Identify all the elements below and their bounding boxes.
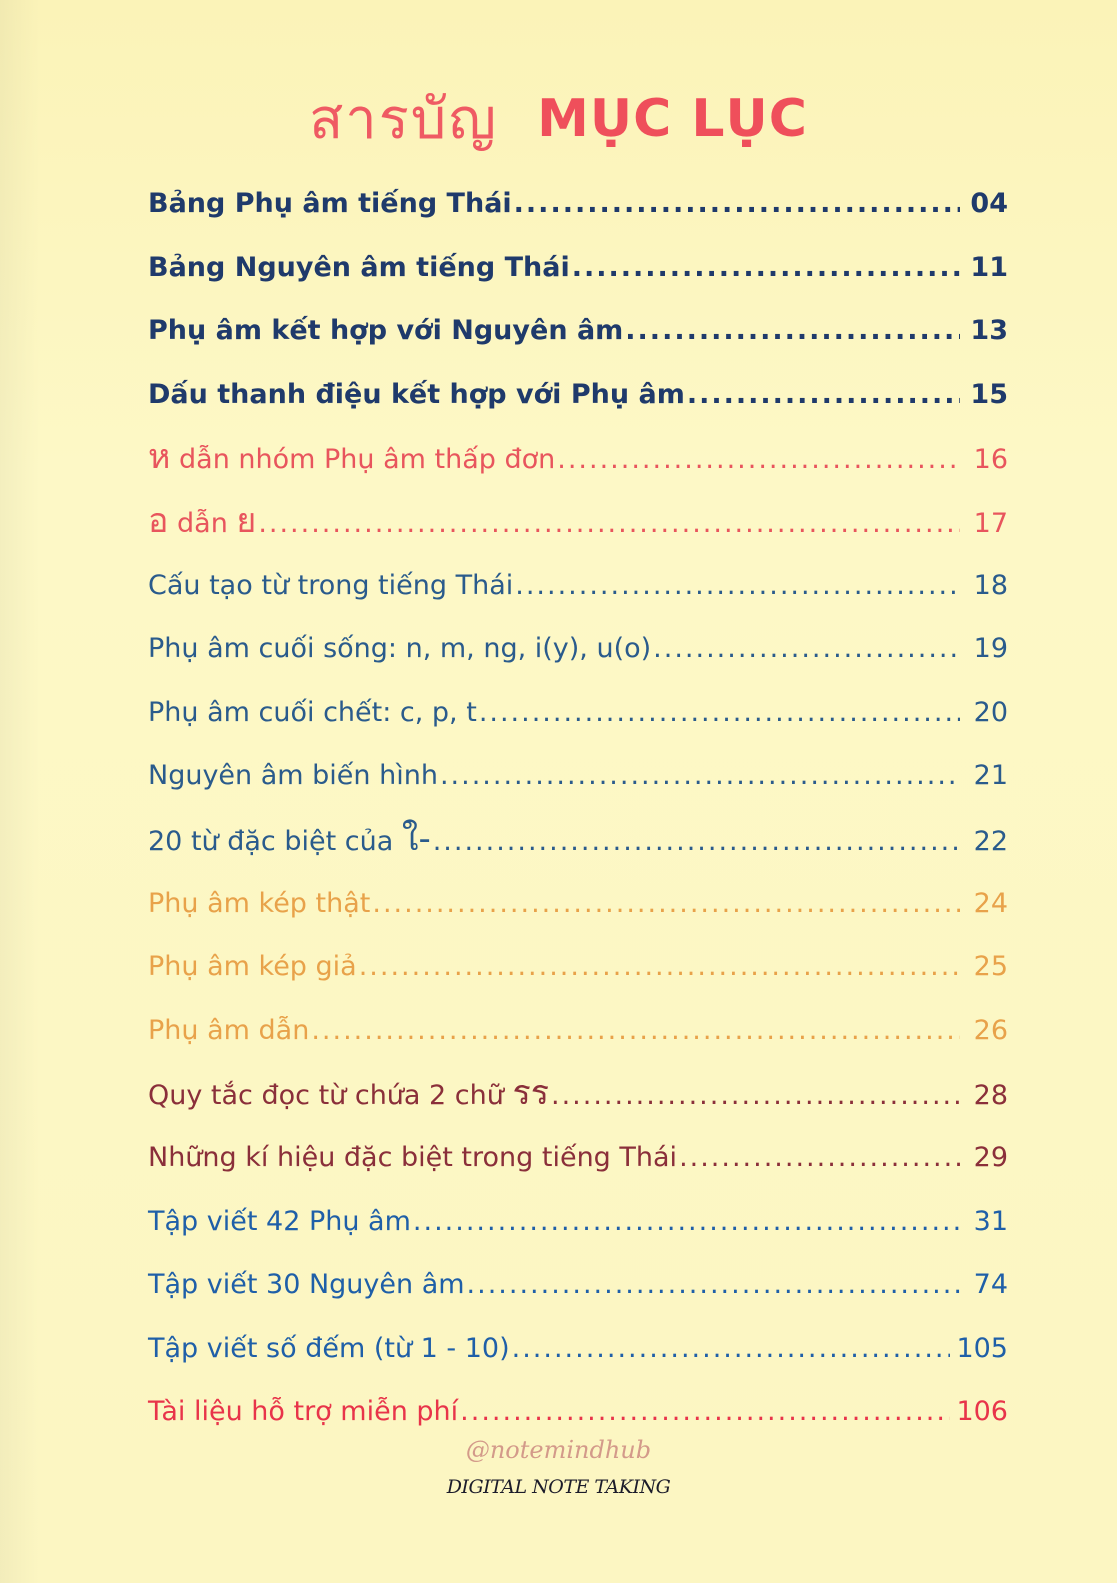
toc-entry-text: Phụ âm cuối chết: c, p, t <box>148 696 477 728</box>
toc-entry[interactable] <box>148 935 1008 999</box>
toc-page-number: 19 <box>973 633 1008 665</box>
toc-entry[interactable] <box>148 681 1008 745</box>
toc-dot-leader <box>515 554 960 618</box>
toc-entry[interactable] <box>148 1190 1008 1254</box>
toc-thai-suffix: รร <box>512 1073 549 1114</box>
toc-entry-label <box>148 554 513 618</box>
toc-dot-leader <box>625 299 960 363</box>
toc-dot-leader <box>359 935 960 999</box>
toc-entry[interactable] <box>148 490 1008 554</box>
table-of-contents <box>148 172 1008 1444</box>
title-thai: สารบัญ <box>309 87 499 152</box>
toc-page-number: 25 <box>973 951 1008 983</box>
toc-entry[interactable] <box>148 872 1008 936</box>
toc-dot-leader <box>687 363 960 427</box>
toc-page-number: 31 <box>973 1205 1008 1237</box>
toc-page-number: 29 <box>973 1141 1008 1173</box>
toc-entry[interactable] <box>148 299 1008 363</box>
toc-page-number: 28 <box>973 1080 1008 1112</box>
toc-entry[interactable] <box>148 744 1008 808</box>
toc-dot-leader <box>557 428 960 492</box>
toc-entry-text: Phụ âm cuối sống: n, m, ng, i(y), u(o) <box>148 633 652 665</box>
toc-dot-leader <box>572 236 960 300</box>
toc-entry-label <box>148 1062 549 1128</box>
toc-dot-leader <box>479 681 960 745</box>
toc-entry-text: Bảng Nguyên âm tiếng Thái <box>148 251 570 283</box>
toc-entry-label <box>148 935 357 999</box>
toc-entry[interactable] <box>148 554 1008 618</box>
toc-dot-leader <box>551 1064 960 1128</box>
toc-dot-leader <box>679 1126 960 1190</box>
title-vietnamese: MỤC LỤC <box>537 88 808 149</box>
toc-entry-text: Tập viết số đếm (từ 1 - 10) <box>148 1332 510 1364</box>
toc-page-number: 18 <box>973 569 1008 601</box>
toc-entry-label <box>148 236 570 300</box>
toc-page-number: 74 <box>973 1269 1008 1301</box>
toc-entry-text: Những kí hiệu đặc biệt trong tiếng Thái <box>148 1141 678 1173</box>
toc-thai-prefix: ห <box>148 437 171 478</box>
toc-page-number: 21 <box>973 760 1008 792</box>
toc-dot-leader <box>311 999 960 1063</box>
toc-entry-text: dẫn <box>168 507 237 539</box>
toc-entry-text: Bảng Phụ âm tiếng Thái <box>148 188 512 219</box>
toc-entry-text: Phụ âm kép giả <box>148 951 357 983</box>
toc-entry-text: Tài liệu hỗ trợ miễn phí <box>148 1396 459 1428</box>
toc-dot-leader <box>512 1317 951 1381</box>
toc-dot-leader <box>440 744 960 808</box>
toc-entry-label <box>148 490 256 556</box>
toc-page-number: 04 <box>970 188 1008 219</box>
toc-entry-label <box>148 1253 465 1317</box>
toc-thai-suffix: ใ- <box>401 818 431 859</box>
toc-entry[interactable] <box>148 1253 1008 1317</box>
toc-entry-text: Phụ âm dẫn <box>148 1014 310 1046</box>
toc-entry-label <box>148 299 623 363</box>
toc-dot-leader <box>467 1253 960 1317</box>
toc-page-number: 17 <box>973 507 1008 539</box>
page-title <box>0 74 1117 163</box>
toc-entry[interactable] <box>148 617 1008 681</box>
toc-dot-leader <box>514 172 960 236</box>
toc-entry[interactable] <box>148 172 1008 236</box>
toc-entry-text: Phụ âm kép thật <box>148 887 371 919</box>
toc-entry-label <box>148 744 438 808</box>
toc-page-number: 105 <box>956 1332 1008 1364</box>
toc-entry-label <box>148 1126 677 1190</box>
toc-entry[interactable] <box>148 426 1008 490</box>
toc-entry-text: Dấu thanh điệu kết hợp với Phụ âm <box>148 378 685 410</box>
toc-entry[interactable] <box>148 236 1008 300</box>
footer-caption: DIGITAL NOTE TAKING <box>446 1476 671 1498</box>
toc-dot-leader <box>653 617 960 681</box>
toc-entry-text: Cấu tạo từ trong tiếng Thái <box>148 569 514 601</box>
footer-handle: @notemindhub <box>465 1436 652 1464</box>
toc-entry-text: dẫn nhóm Phụ âm thấp đơn <box>170 444 556 476</box>
toc-entry-text: Quy tắc đọc từ chứa 2 chữ <box>148 1080 513 1112</box>
toc-entry[interactable] <box>148 1317 1008 1381</box>
toc-page-number: 13 <box>970 315 1008 347</box>
toc-entry[interactable] <box>148 363 1008 427</box>
toc-entry[interactable] <box>148 1126 1008 1190</box>
toc-entry[interactable] <box>148 1380 1008 1444</box>
toc-thai-suffix: ย <box>236 500 257 541</box>
toc-page-number: 22 <box>973 825 1008 857</box>
toc-entry-text: Nguyên âm biến hình <box>148 760 438 792</box>
toc-entry-label <box>148 872 370 936</box>
toc-entry-label <box>148 999 309 1063</box>
toc-entry-text: Tập viết 30 Nguyên âm <box>148 1269 465 1301</box>
toc-page-number: 16 <box>973 444 1008 476</box>
toc-entry-label <box>148 172 512 236</box>
toc-entry-label <box>148 1380 458 1444</box>
toc-page-number: 20 <box>973 696 1008 728</box>
toc-entry-text: Phụ âm kết hợp với Nguyên âm <box>148 315 624 347</box>
toc-entry-label <box>148 426 555 492</box>
toc-page-number: 26 <box>973 1014 1008 1046</box>
toc-dot-leader <box>460 1380 950 1444</box>
toc-page-number: 24 <box>973 887 1008 919</box>
toc-entry-text: 20 từ đặc biệt của <box>148 825 402 857</box>
toc-entry[interactable] <box>148 1062 1008 1126</box>
toc-entry-text: Tập viết 42 Phụ âm <box>148 1205 411 1237</box>
toc-entry-label <box>148 363 685 427</box>
toc-page-number: 15 <box>970 378 1008 410</box>
toc-dot-leader <box>372 872 960 936</box>
toc-dot-leader <box>258 492 960 556</box>
toc-thai-prefix: อ <box>148 500 169 541</box>
toc-entry-label <box>148 681 477 745</box>
toc-page-number: 11 <box>970 251 1008 283</box>
toc-page-number: 106 <box>956 1396 1008 1428</box>
toc-entry[interactable] <box>148 999 1008 1063</box>
toc-entry[interactable] <box>148 808 1008 872</box>
toc-entry-label <box>148 617 651 681</box>
toc-entry-label <box>148 1190 411 1254</box>
toc-dot-leader <box>433 810 960 874</box>
toc-entry-label <box>148 808 431 874</box>
toc-entry-label <box>148 1317 510 1381</box>
toc-dot-leader <box>413 1190 960 1254</box>
